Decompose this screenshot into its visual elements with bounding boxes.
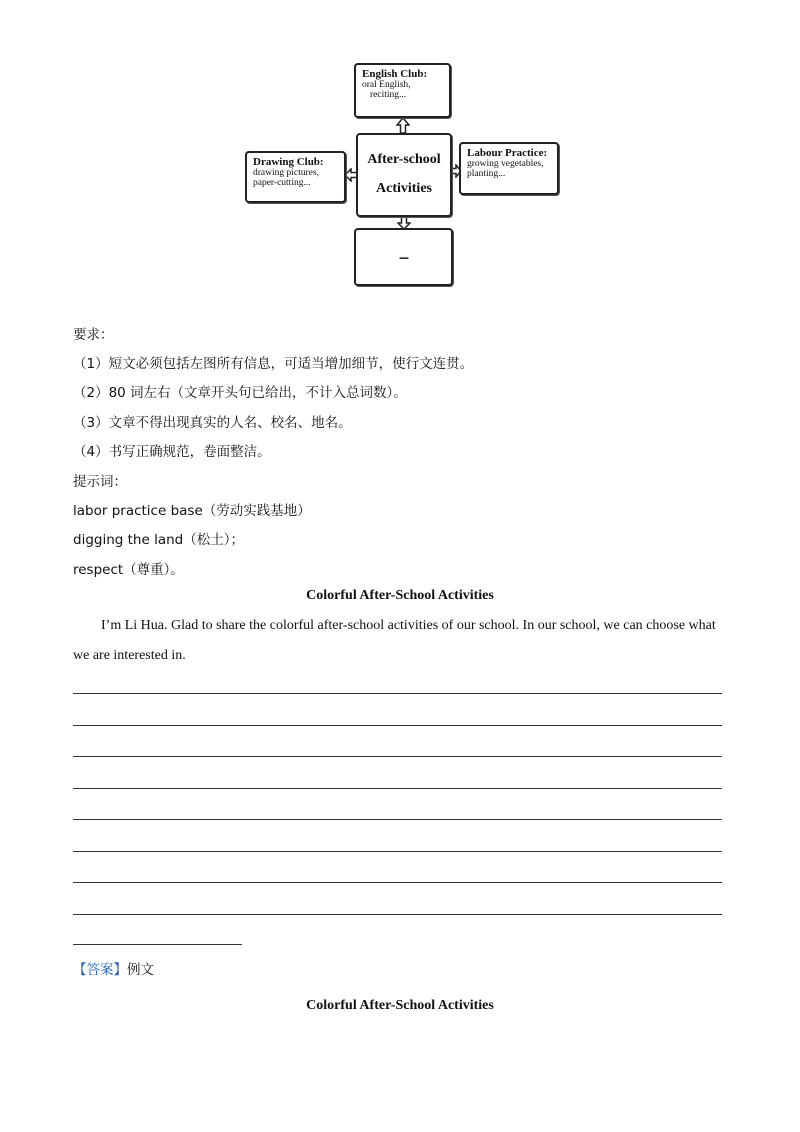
drawing-club-item: paper-cutting... bbox=[253, 177, 311, 188]
hints-heading: 提示词： bbox=[73, 474, 127, 490]
requirement-item: （1）短文必须包括左图所有信息，可适当增加细节，使行文连贯。 bbox=[73, 356, 474, 372]
writing-line bbox=[73, 756, 722, 757]
answer-label: 例文 bbox=[127, 962, 154, 978]
labour-practice-item: planting... bbox=[467, 168, 506, 179]
arrow-up-icon bbox=[396, 117, 410, 134]
answer-section bbox=[73, 958, 154, 978]
essay-title: Colorful After-School Activities bbox=[306, 588, 494, 603]
writing-line bbox=[73, 725, 722, 726]
separator-line bbox=[73, 944, 242, 945]
english-club-box bbox=[354, 63, 451, 118]
writing-line bbox=[73, 693, 722, 694]
writing-line bbox=[73, 882, 722, 883]
labour-practice-box bbox=[459, 142, 559, 195]
center-title-line2: Activities bbox=[376, 181, 432, 196]
center-activities-box bbox=[356, 133, 452, 217]
writing-line bbox=[73, 788, 722, 789]
hint-item: digging the land（松土）； bbox=[73, 532, 244, 548]
drawing-club-title: Drawing Club: bbox=[253, 156, 324, 168]
ellipsis-text: ...... bbox=[399, 250, 408, 262]
english-club-item: reciting... bbox=[370, 89, 407, 100]
requirement-item: （2）80 词左右（文章开头句已给出，不计入总词数）。 bbox=[73, 385, 407, 401]
drawing-club-item: drawing pictures, bbox=[253, 167, 319, 178]
drawing-club-box bbox=[245, 151, 346, 203]
answer-tag: 【答案】 bbox=[73, 962, 127, 978]
requirements-heading: 要求： bbox=[73, 327, 114, 343]
writing-line bbox=[73, 819, 722, 820]
writing-line bbox=[73, 851, 722, 852]
labour-practice-item: growing vegetables, bbox=[467, 158, 544, 169]
hint-item: respect（尊重）。 bbox=[73, 562, 184, 578]
english-club-title: English Club: bbox=[362, 68, 428, 80]
answer-title: Colorful After-School Activities bbox=[306, 998, 494, 1013]
requirement-item: （4）书写正确规范，卷面整洁。 bbox=[73, 444, 271, 460]
english-club-item: oral English, bbox=[362, 79, 411, 90]
center-title-line1: After-school bbox=[367, 152, 441, 168]
essay-opening: I’m Li Hua. Glad to share the colorful after-school activities of our school. In our school, we can choose what we are interested in. bbox=[73, 618, 716, 663]
hint-item: labor practice base（劳动实践基地） bbox=[73, 503, 311, 519]
requirement-item: （3）文章不得出现真实的人名、校名、地名。 bbox=[73, 415, 352, 431]
labour-practice-title: Labour Practice: bbox=[467, 147, 548, 159]
mind-map-diagram bbox=[240, 55, 565, 300]
more-activities-box bbox=[354, 228, 453, 286]
writing-line bbox=[73, 914, 722, 915]
